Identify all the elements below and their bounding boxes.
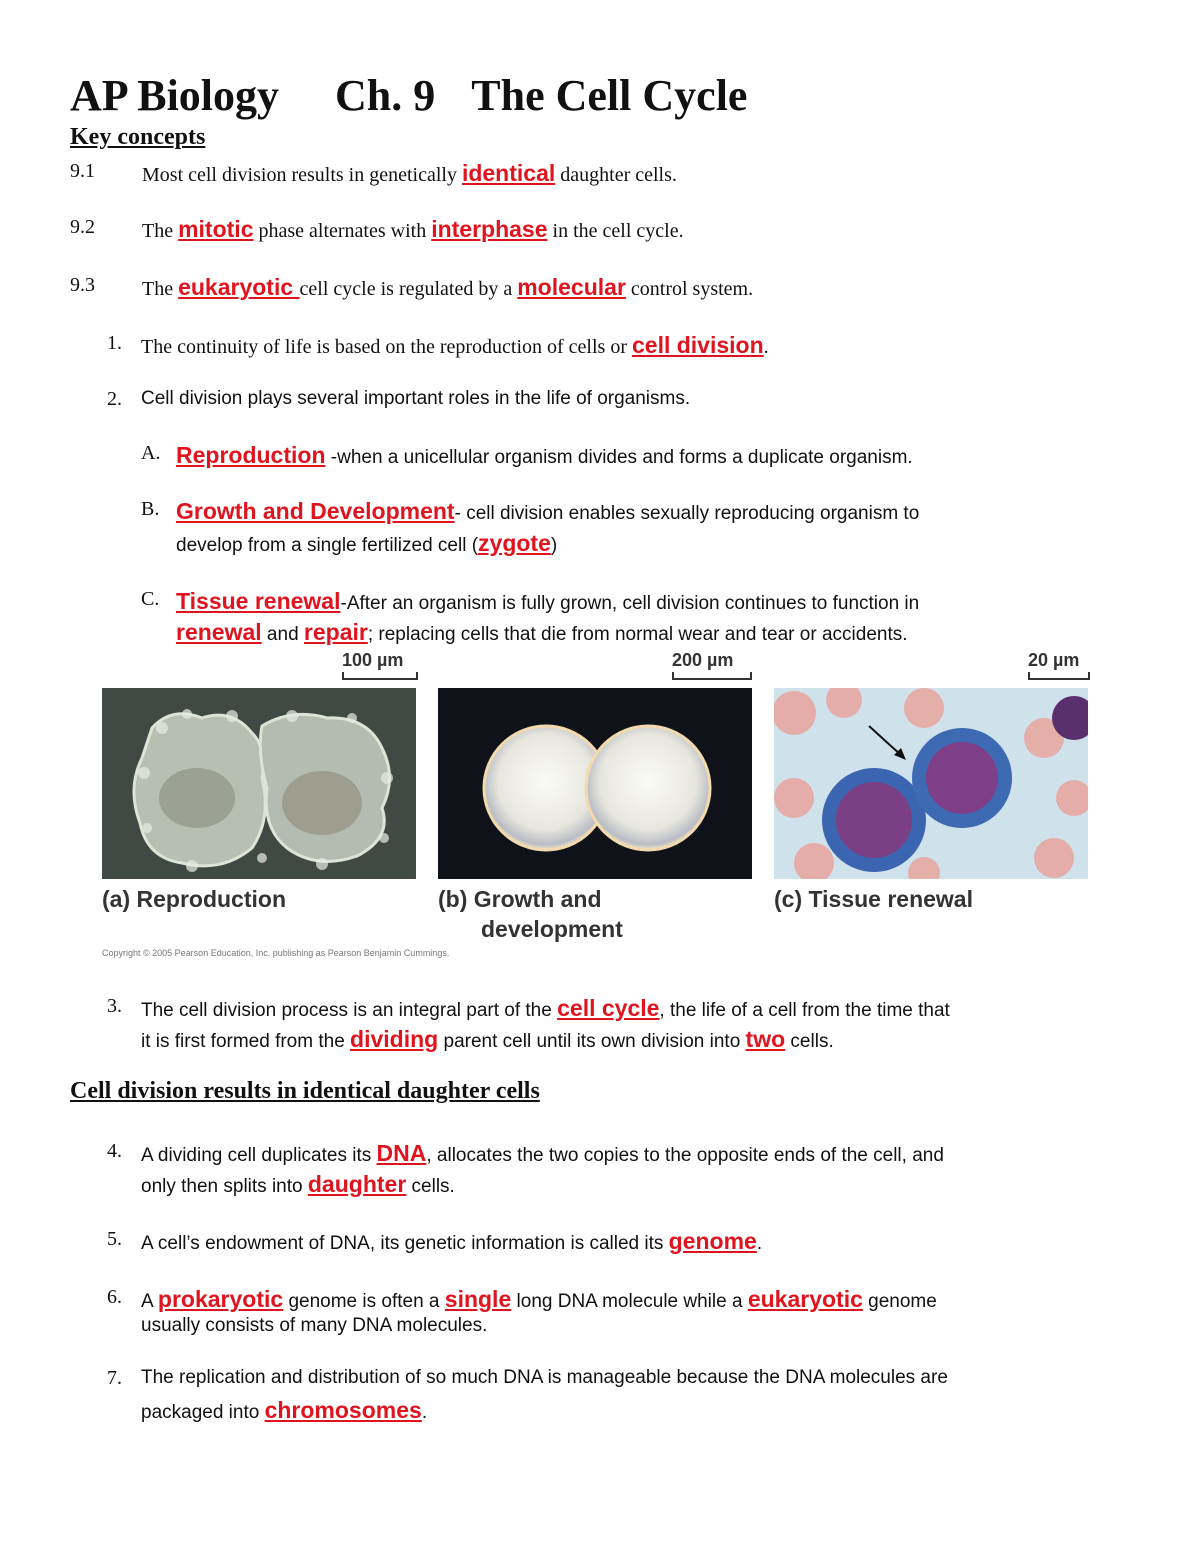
answer: eukaryotic [747, 1286, 863, 1312]
answer: prokaryotic [157, 1286, 284, 1312]
answer: single [444, 1286, 512, 1312]
photo-reproduction [102, 688, 416, 879]
photo-tissue-renewal [774, 688, 1088, 879]
text: packaged into [141, 1402, 265, 1423]
scale-label-c: 20 µm [1028, 650, 1080, 670]
text: ) [550, 535, 558, 556]
dividing-bone-marrow-cell-image [774, 688, 1088, 879]
text: A [141, 1291, 158, 1312]
text: long DNA molecule while a [511, 1291, 748, 1312]
photo-growth-development [438, 688, 752, 879]
text: , allocates the two copies to the opposite ends of the cell, and [426, 1145, 944, 1166]
answer: cell division [631, 332, 764, 358]
text: -when a unicellular organism divides and forms a duplicate organism. [325, 447, 913, 468]
answer: two [745, 1026, 786, 1052]
concept-number: 9.3 [70, 274, 95, 296]
text: it is first formed from the [141, 1031, 351, 1052]
scale-bar-a [342, 672, 418, 680]
title-topic: The Cell Cycle [471, 71, 748, 120]
copyright-notice: Copyright © 2005 Pearson Education, Inc. publishing as Pearson Benjamin Cummings. [102, 948, 450, 958]
item-letter: B. [141, 498, 160, 520]
text: . [421, 1402, 428, 1423]
key-concepts-heading: Key concepts [70, 124, 206, 150]
text: phase alternates with [253, 220, 432, 242]
text: A dividing cell duplicates its [141, 1145, 377, 1166]
text: genome is often a [283, 1291, 445, 1312]
answer: dividing [350, 1026, 439, 1052]
item-b-line2 [176, 530, 557, 557]
item-number: 3. [107, 995, 122, 1017]
answer: zygote [478, 530, 551, 556]
answer: mitotic [178, 216, 254, 242]
answer: Growth and Development [176, 498, 455, 524]
answer: chromosomes [264, 1397, 422, 1423]
answer: eukaryotic [178, 274, 300, 300]
scale-label-a: 100 µm [342, 650, 404, 670]
text: only then splits into [141, 1176, 308, 1197]
caption-a: (a) Reproduction [102, 886, 286, 912]
text: develop from a single fertilized cell ( [176, 535, 479, 556]
text: cells. [785, 1031, 834, 1052]
answer: Tissue renewal [176, 588, 341, 614]
section-heading: Cell division results in identical daughter cells [70, 1078, 540, 1104]
caption-c: (c) Tissue renewal [774, 886, 973, 912]
text: The continuity of life is based on the reproduction of cells or [141, 336, 632, 358]
answer: identical [461, 160, 556, 186]
item-letter: C. [141, 588, 160, 610]
concept-number: 9.2 [70, 216, 95, 238]
item-number: 4. [107, 1140, 122, 1162]
item-7-line2 [141, 1397, 427, 1424]
text: ; replacing cells that die from normal wear and tear or accidents. [367, 624, 908, 645]
text: A cell’s endowment of DNA, its genetic information is called its [141, 1233, 669, 1254]
answer: renewal [176, 619, 262, 645]
answer: DNA [376, 1140, 427, 1166]
item-number: 2. [107, 388, 122, 410]
text: in the cell cycle. [547, 220, 684, 242]
text: - cell division enables sexually reproducing organism to [454, 503, 920, 524]
answer: genome [668, 1228, 757, 1254]
answer: cell cycle [557, 995, 660, 1021]
item-number: 7. [107, 1367, 122, 1389]
text: . [756, 1233, 763, 1254]
text: control system. [625, 278, 754, 300]
text: Cell division plays several important roles in the life of organisms. [141, 388, 691, 409]
text: parent cell until its own division into [438, 1031, 746, 1052]
scale-bar-b [672, 672, 752, 680]
amoeba-division-image [102, 688, 416, 879]
text: and [261, 624, 304, 645]
item-number: 5. [107, 1228, 122, 1250]
item-6-line2: usually consists of many DNA molecules. [141, 1315, 488, 1336]
text: . [763, 336, 769, 358]
text: cells. [406, 1176, 455, 1197]
answer: daughter [307, 1171, 407, 1197]
item-number: 6. [107, 1286, 122, 1308]
text: genome [862, 1291, 937, 1312]
scale-bar-c [1028, 672, 1090, 680]
caption-b-line2: development [481, 916, 623, 942]
text: The replication and distribution of so much DNA is manageable because the DNA molecules are [141, 1367, 948, 1388]
answer: Reproduction [176, 442, 326, 468]
item-c-line2 [176, 619, 908, 646]
item-letter: A. [141, 442, 161, 464]
text: Most cell division results in genetically [142, 164, 462, 186]
text: The [142, 220, 179, 242]
item-3-line2 [141, 1026, 834, 1053]
two-cell-embryo-image [438, 688, 752, 879]
answer: repair [303, 619, 368, 645]
text: daughter cells. [555, 164, 677, 186]
text: -After an organism is fully grown, cell division continues to function in [340, 593, 920, 614]
item-number: 1. [107, 332, 122, 354]
caption-b-line1: (b) Growth and [438, 886, 602, 912]
answer: molecular [517, 274, 626, 300]
page-title [70, 70, 747, 121]
title-chapter: Ch. 9 [335, 71, 436, 120]
text: The [142, 278, 179, 300]
scale-label-b: 200 µm [672, 650, 734, 670]
text: , the life of a cell from the time that [659, 1000, 950, 1021]
answer: interphase [431, 216, 548, 242]
title-subject: AP Biology [70, 71, 280, 120]
text: cell cycle is regulated by a [299, 278, 518, 300]
concept-number: 9.1 [70, 160, 95, 182]
text: The cell division process is an integral part of the [141, 1000, 558, 1021]
item-4-line2 [141, 1171, 455, 1198]
